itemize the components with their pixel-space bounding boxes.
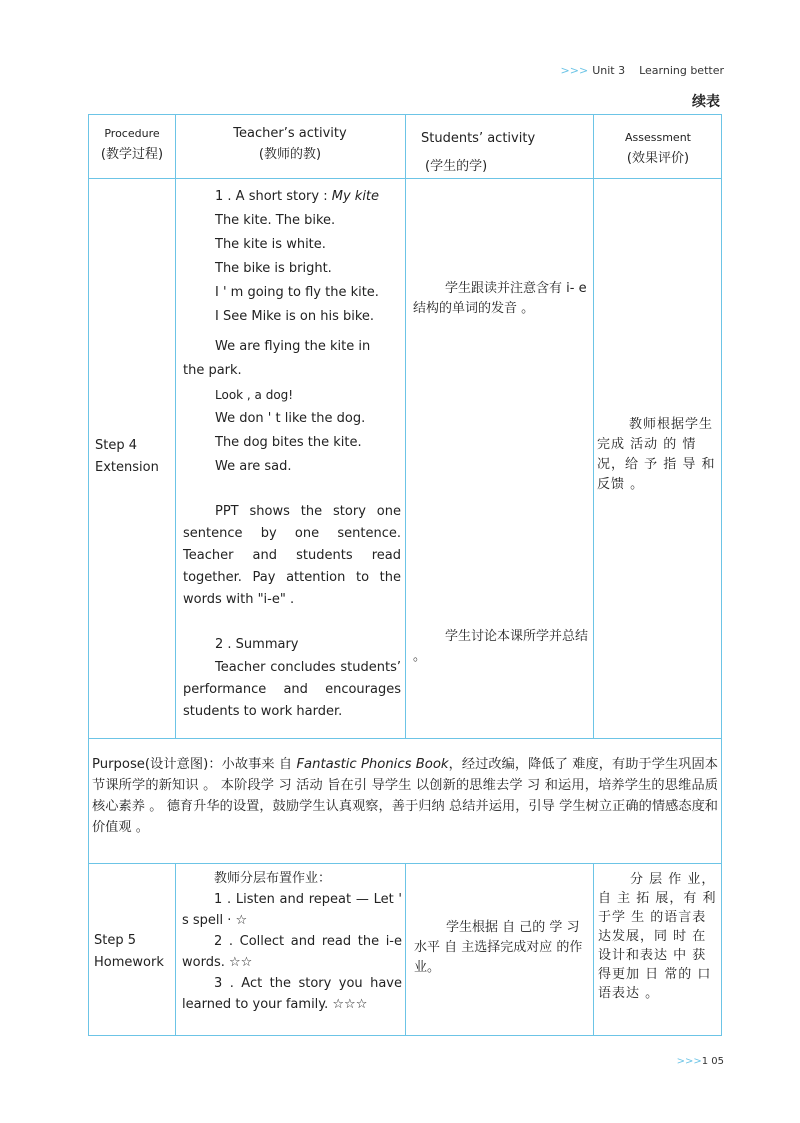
step4-assessment: 教师根据学生完成 活动 的 情况，给 予 指 导 和 反馈 。 xyxy=(597,417,716,492)
summary-title: 2 . Summary xyxy=(215,637,299,652)
procedure-cn: (教学过程) xyxy=(100,147,164,162)
story-line: We don ' t like the dog. xyxy=(215,411,366,426)
step5-assessment: 分 层 作 业， 自 主 拓 展，有 利 于学 生 的语言表达发展，同 时 在 设计和表达 中 获 得更加 日 常的 口 语表达 。 xyxy=(598,872,717,1001)
header-students xyxy=(421,125,591,181)
col-divider-3 xyxy=(593,115,594,738)
story-heading: 1 . A short story : My kite xyxy=(215,189,380,204)
header-teacher xyxy=(175,123,405,165)
assessment-cn: (效果评价) xyxy=(626,151,690,166)
purpose-text xyxy=(92,754,718,838)
unit-label: Unit 3 xyxy=(592,64,626,77)
step4-number: Step 4 xyxy=(95,438,138,453)
story-title: My kite xyxy=(331,189,380,204)
summary-text: Teacher concludes students’ performance and encourages students to work harder. xyxy=(183,660,401,719)
header-arrows: >>> xyxy=(560,64,589,77)
step5-name: Homework xyxy=(94,955,164,970)
unit-title: Learning better xyxy=(639,64,724,77)
step4-teacher-activity xyxy=(179,185,401,723)
page-number: 1 05 xyxy=(701,1056,724,1067)
page-footer xyxy=(677,1056,724,1067)
step5-label xyxy=(94,930,174,974)
step4-students-activity-1: 学生跟读并注意含有 i- e 结构的单词的发音 。 xyxy=(413,281,587,316)
col-divider-2 xyxy=(405,115,406,738)
homework-item-2: 2 . Collect and read the i-e words. ☆☆ xyxy=(182,934,402,970)
teacher-cn: (教师的教) xyxy=(258,147,322,162)
homework-item-1: 1 . Listen and repeat — Let ' s spell · ☆ xyxy=(182,892,402,928)
col-divider-1 xyxy=(175,115,176,738)
procedure-en: Procedure xyxy=(104,127,160,140)
row-divider-step4 xyxy=(89,738,721,739)
purpose-book: Fantastic Phonics Book xyxy=(296,757,449,772)
footer-arrows: >>> xyxy=(676,1056,702,1067)
col-divider-3b xyxy=(593,863,594,1035)
homework-item-3: 3 . Act the story you have learned to your family. ☆☆☆ xyxy=(182,976,402,1012)
story-line: The dog bites the kite. xyxy=(215,435,362,450)
running-header xyxy=(561,64,724,77)
assessment-en: Assessment xyxy=(625,131,691,144)
step4-students-activity-2: 学生讨论本课所学并总结 。 xyxy=(413,629,589,664)
story-line: the park. xyxy=(183,363,242,378)
teacher-en: Teacher’s activity xyxy=(233,126,347,141)
story-line: We are flying the kite in xyxy=(215,339,371,354)
story-line: The kite. The bike. xyxy=(215,213,336,228)
story-line: The kite is white. xyxy=(215,237,326,252)
ppt-description: PPT shows the story one sentence by one sentence. Teacher and students read together. Pay attention to the words with "i-e" . xyxy=(183,504,401,607)
homework-intro: 教师分层布置作业： xyxy=(214,871,332,886)
step5-teacher-activity xyxy=(178,868,402,1015)
header-assessment xyxy=(593,127,723,169)
story-line: I See Mike is on his bike. xyxy=(215,309,375,324)
students-cn: (学生的学) xyxy=(425,159,488,174)
step5-students-activity: 学生根据 自 己的 学 习 水平 自 主选择完成对应 的作业。 xyxy=(414,920,583,975)
col-divider-2b xyxy=(405,863,406,1035)
purpose-prefix: Purpose(设计意图)：小故事来 自 xyxy=(92,757,297,772)
story-line: The bike is bright. xyxy=(215,261,332,276)
header-procedure xyxy=(89,123,175,165)
purpose-body: ，经过改编，降低了 难度，有助于学生巩固本节课所学的新知识 。 本阶段学 习 活动 旨在引 导学生 以创新的思维去学 习 和运用，培养学生的思维品质核心素养 。 德育升华的设置，鼓励学生认真观察，善于归纳 总结并运用，引导 学生树立正确的情感态度和价值观 。 xyxy=(92,757,718,835)
story-line: Look , a dog! xyxy=(215,388,294,402)
step4-label xyxy=(95,435,173,479)
students-en: Students’ activity xyxy=(421,131,536,146)
col-divider-1b xyxy=(175,863,176,1035)
step4-name: Extension xyxy=(95,460,159,475)
story-line: I ' m going to fly the kite. xyxy=(215,285,379,300)
step5-number: Step 5 xyxy=(94,933,137,948)
continued-label: 续表 xyxy=(692,94,720,110)
story-line: We are sad. xyxy=(215,459,292,474)
